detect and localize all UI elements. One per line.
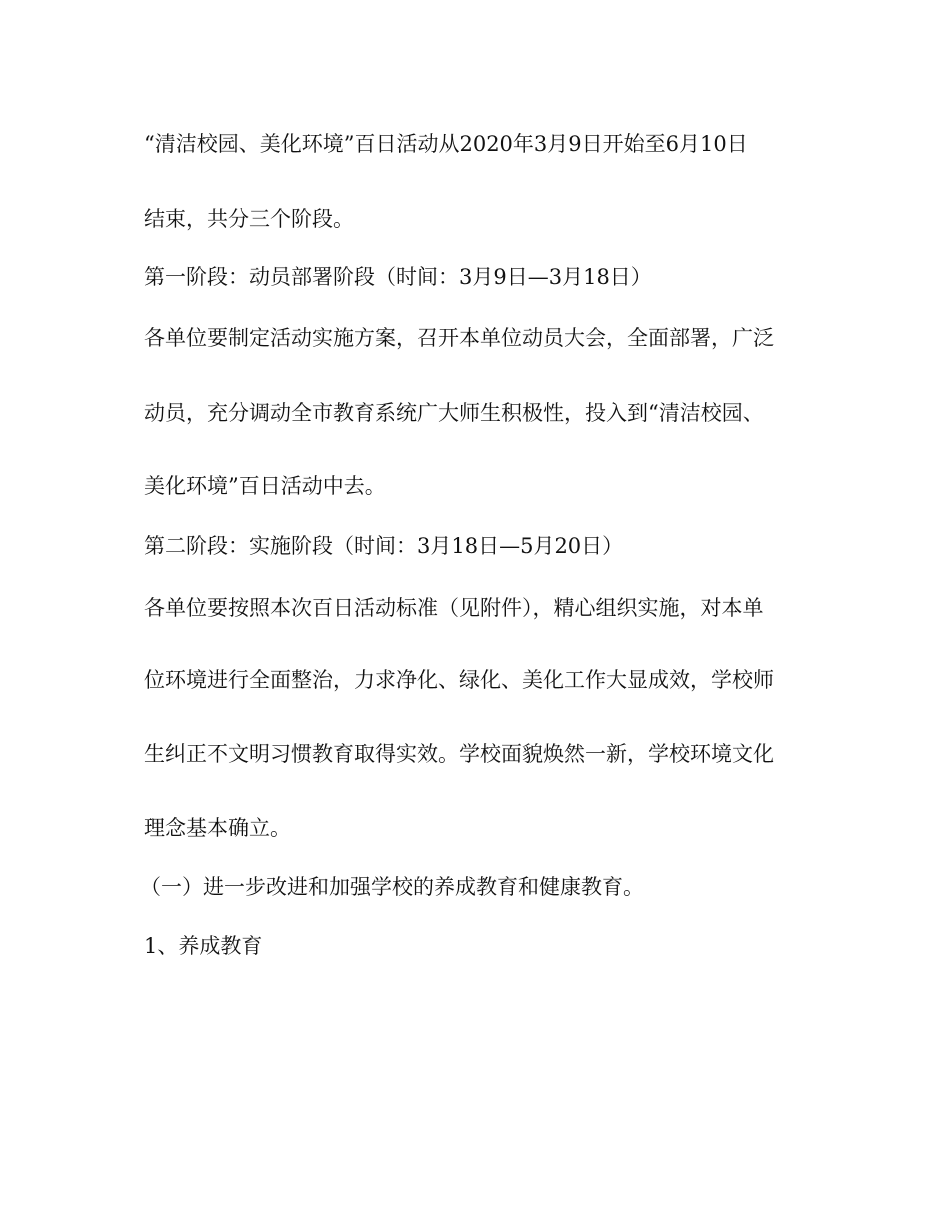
- stage-two-text-line-1: 各单位要按照本次百日活动标准（见附件），精心组织实施，对本单: [144, 596, 764, 620]
- stage-one-text-line-2: 动员，充分调动全市教育系统广大师生积极性，投入到“清洁校园、: [144, 401, 764, 425]
- stage-one-text-line-1: 各单位要制定活动实施方案，召开本单位动员大会，全面部署，广泛: [144, 326, 774, 350]
- paragraph-intro-line-2: 结束，共分三个阶段。: [144, 207, 354, 231]
- subsection-one-heading: 1、养成教育: [144, 934, 263, 958]
- stage-one-text-line-3: 美化环境”百日活动中去。: [144, 474, 386, 498]
- paragraph-intro-line-1: “清洁校园、美化环境”百日活动从2020年3月9日开始至6月10日: [144, 132, 748, 156]
- section-one-heading: （一）进一步改进和加强学校的养成教育和健康教育。: [140, 875, 644, 899]
- stage-two-text-line-3: 生纠正不文明习惯教育取得实效。学校面貌焕然一新，学校环境文化: [144, 742, 774, 766]
- stage-two-text-line-4: 理念基本确立。: [144, 816, 291, 840]
- stage-two-text-line-2: 位环境进行全面整治，力求净化、绿化、美化工作大显成效，学校师: [144, 668, 774, 692]
- stage-two-heading: 第二阶段：实施阶段（时间：3月18日—5月20日）: [144, 534, 624, 558]
- stage-one-heading: 第一阶段：动员部署阶段（时间：3月9日—3月18日）: [144, 265, 652, 289]
